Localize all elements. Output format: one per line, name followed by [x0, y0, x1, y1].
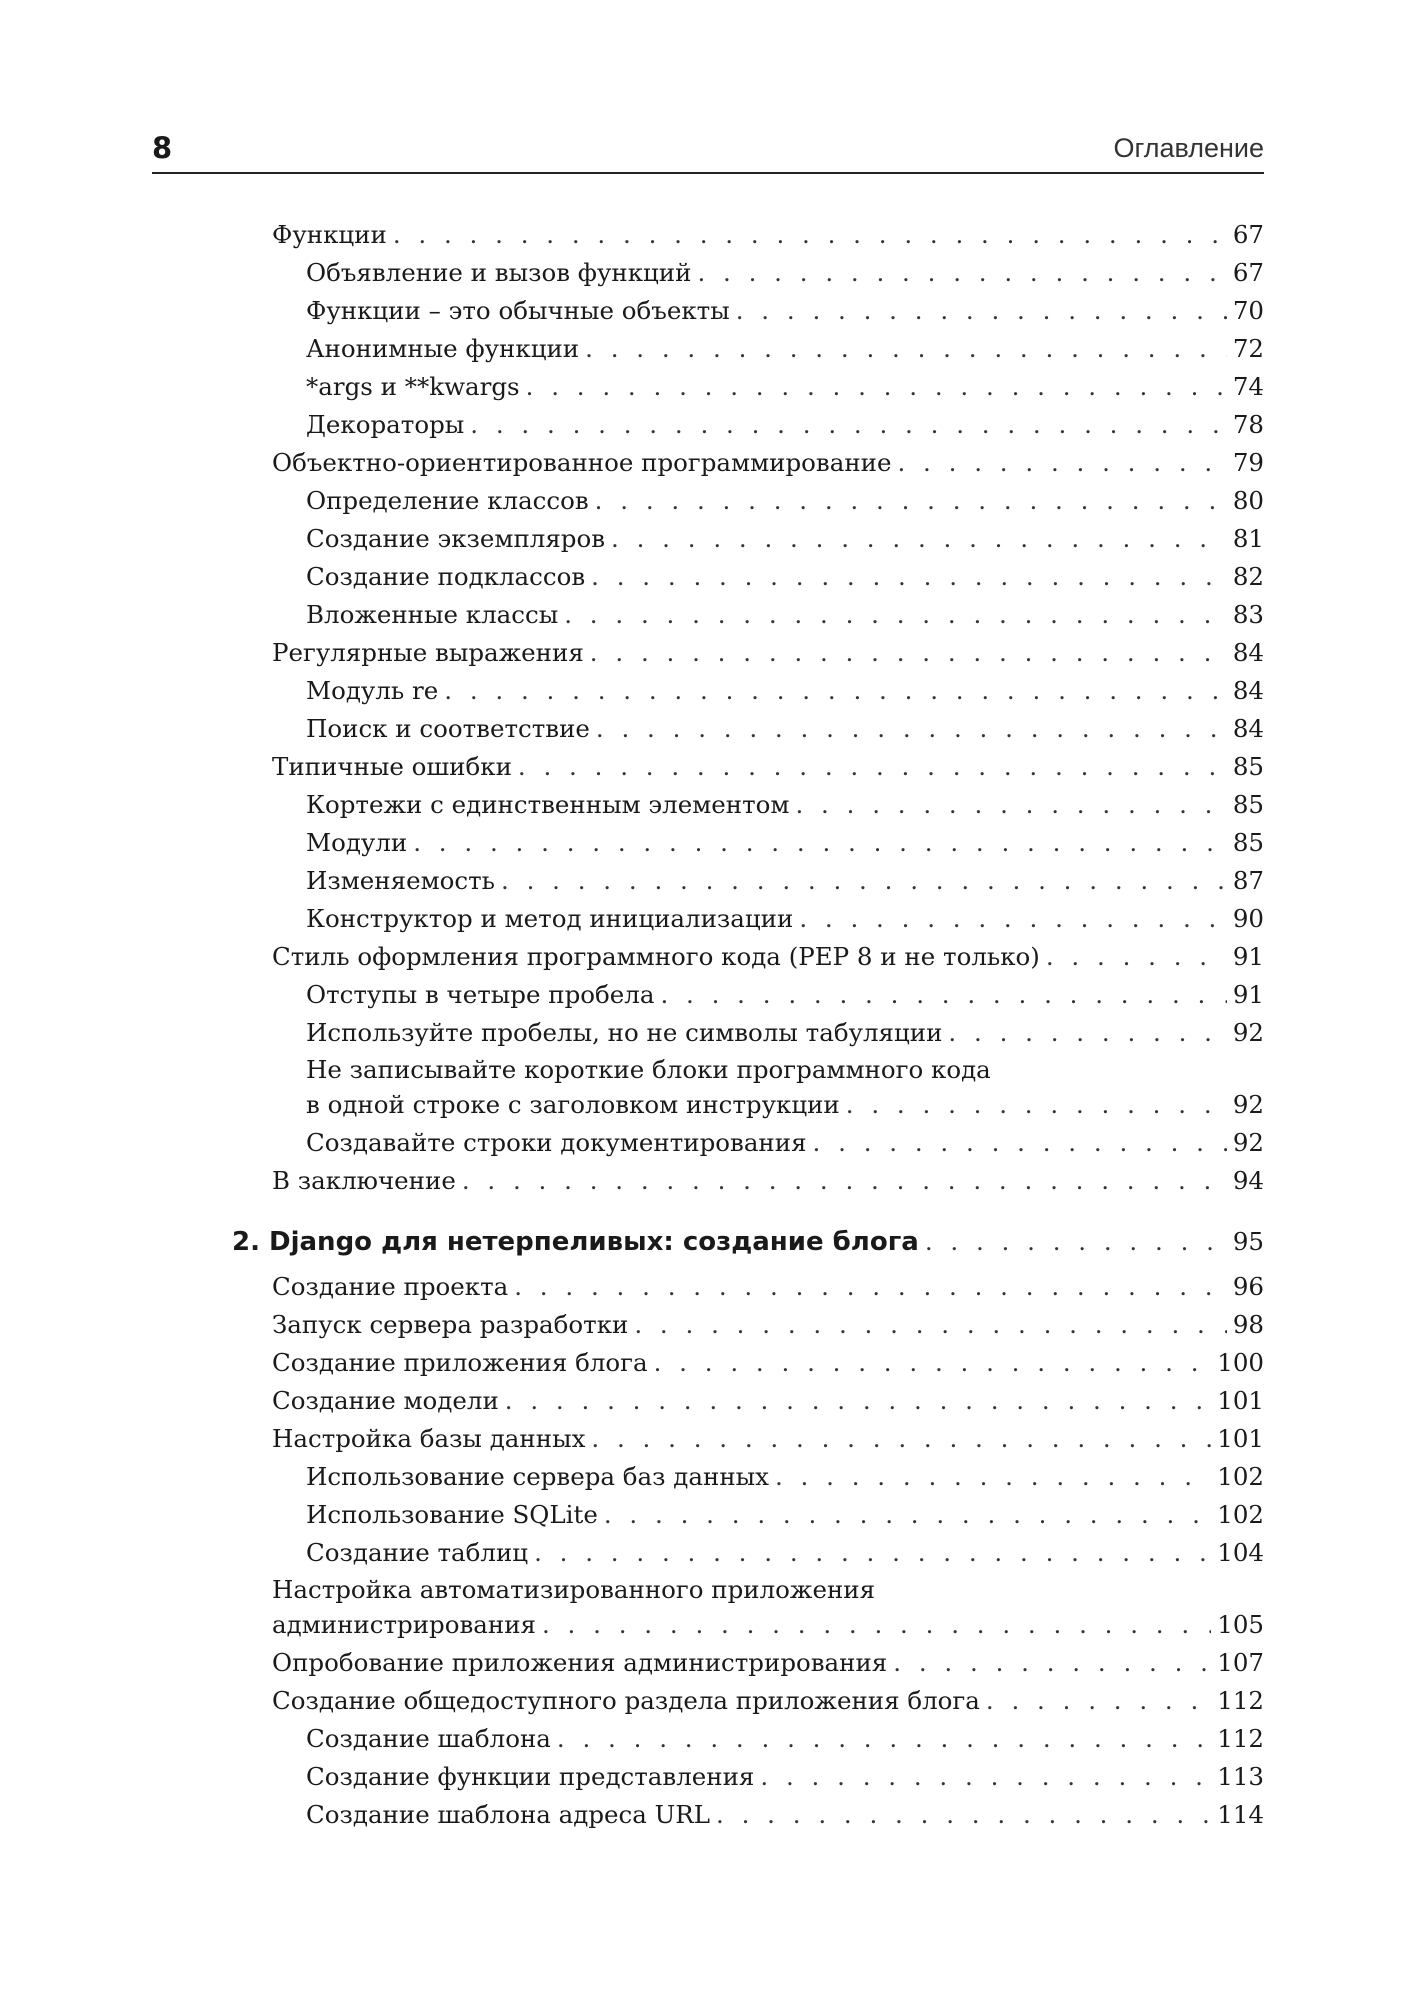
dot-leader	[925, 1220, 1227, 1264]
dot-leader	[986, 1682, 1211, 1720]
dot-leader	[1046, 938, 1227, 976]
toc-entry-url-pattern	[232, 1796, 1264, 1834]
dot-leader	[514, 1268, 1227, 1306]
toc-entry-label: Используйте пробелы, но не символы табуляции	[306, 1018, 943, 1047]
toc-entry-code-style	[232, 938, 1264, 976]
toc-entry-re-module	[232, 672, 1264, 710]
toc-entry-label: Определение классов	[306, 486, 589, 515]
toc-entry-args-kwargs	[232, 368, 1264, 406]
toc-entry-label: Вложенные классы	[306, 600, 559, 629]
toc-entry-label: Модуль re	[306, 676, 439, 705]
toc-entry-page: 85	[1232, 790, 1264, 819]
dot-leader	[557, 1720, 1211, 1758]
dot-leader	[799, 900, 1227, 938]
toc-entry-label: Настройка базы данных	[272, 1424, 586, 1453]
toc-entry-four-space-indent	[232, 976, 1264, 1014]
toc-entry-conclusion	[232, 1162, 1264, 1200]
dot-leader	[948, 1014, 1226, 1052]
toc-entry-label: Объявление и вызов функций	[306, 258, 692, 287]
toc-entry-page: 105	[1217, 1610, 1264, 1639]
toc-entry-page: 72	[1232, 334, 1264, 363]
toc-entry-label: Типичные ошибки	[272, 752, 512, 781]
dot-leader	[893, 1644, 1211, 1682]
toc-entry-page: 102	[1217, 1500, 1264, 1529]
toc-entry-page: 83	[1232, 600, 1264, 629]
toc-entry-functions	[232, 216, 1264, 254]
toc-entry-subclasses	[232, 558, 1264, 596]
toc-entry-page: 67	[1232, 220, 1264, 249]
toc-entry-label: Стиль оформления программного кода (PEP 8 и не только)	[272, 942, 1040, 971]
toc-entry-label: Создание модели	[272, 1386, 499, 1415]
toc-entry-page: 79	[1232, 448, 1264, 477]
dot-leader	[590, 634, 1227, 672]
toc-entry-label-line2: администрирования	[272, 1610, 536, 1639]
toc-entry-page: 91	[1232, 980, 1264, 1009]
dot-leader	[591, 558, 1227, 596]
toc-entry-page: 114	[1217, 1800, 1264, 1829]
toc-entry-label: Регулярные выражения	[272, 638, 584, 667]
toc-entry-modules	[232, 824, 1264, 862]
dot-leader	[542, 1606, 1211, 1644]
toc-entry-page: 67	[1232, 258, 1264, 287]
dot-leader	[595, 482, 1227, 520]
toc-entry-label: *args и **kwargs	[306, 372, 520, 401]
toc-entry-page: 82	[1232, 562, 1264, 591]
toc-entry-page: 92	[1232, 1128, 1264, 1157]
dot-leader	[775, 1458, 1211, 1496]
dot-leader	[716, 1796, 1211, 1834]
dot-leader	[660, 976, 1226, 1014]
toc-entry-view-function	[232, 1758, 1264, 1796]
toc-entry-page: 102	[1217, 1462, 1264, 1491]
toc-entry-label: Поиск и соответствие	[306, 714, 590, 743]
toc-entry-instances	[232, 520, 1264, 558]
table-of-contents	[232, 216, 1264, 1834]
toc-entry-label: Конструктор и метод инициализации	[306, 904, 794, 933]
toc-entry-page: 107	[1217, 1648, 1264, 1677]
toc-entry-label: Создание приложения блога	[272, 1348, 648, 1377]
toc-entry-db-server	[232, 1458, 1264, 1496]
toc-entry-label: Создавайте строки документирования	[306, 1128, 807, 1157]
toc-entry-functions-are-objects	[232, 292, 1264, 330]
toc-entry-short-blocks	[232, 1052, 1264, 1124]
toc-entry-label-line2: в одной строке с заголовком инструкции	[306, 1090, 840, 1119]
toc-entry-page: 92	[1232, 1018, 1264, 1047]
toc-entry-label: Запуск сервера разработки	[272, 1310, 629, 1339]
dot-leader	[470, 406, 1227, 444]
toc-entry-page: 98	[1232, 1310, 1264, 1339]
toc-entry-public-section	[232, 1682, 1264, 1720]
toc-entry-page: 78	[1232, 410, 1264, 439]
toc-entry-label: Отступы в четыре пробела	[306, 980, 655, 1009]
toc-entry-label: Создание таблиц	[306, 1538, 529, 1567]
toc-entry-sqlite	[232, 1496, 1264, 1534]
dot-leader	[462, 1162, 1227, 1200]
toc-entry-page: 113	[1217, 1762, 1264, 1791]
toc-entry-label: Создание экземпляров	[306, 524, 606, 553]
toc-entry-label: Модули	[306, 828, 408, 857]
toc-entry-page: 85	[1232, 752, 1264, 781]
toc-entry-label: Создание шаблона адреса URL	[306, 1800, 711, 1829]
toc-entry-page: 70	[1232, 296, 1264, 325]
toc-entry-page: 92	[1232, 1090, 1264, 1119]
toc-entry-page: 112	[1217, 1686, 1264, 1715]
toc-entry-label-line1: Не записывайте короткие блоки программного кода	[306, 1055, 991, 1084]
dot-leader	[585, 330, 1227, 368]
toc-entry-page: 84	[1232, 638, 1264, 667]
toc-entry-constructor-init	[232, 900, 1264, 938]
dot-leader	[846, 1086, 1227, 1124]
toc-entry-class-definition	[232, 482, 1264, 520]
toc-entry-page: 94	[1232, 1166, 1264, 1195]
toc-entry-page: 104	[1217, 1538, 1264, 1567]
toc-entry-label: Кортежи с единственным элементом	[306, 790, 790, 819]
toc-entry-page: 101	[1217, 1424, 1264, 1453]
toc-entry-nested-classes	[232, 596, 1264, 634]
toc-entry-blog-app	[232, 1344, 1264, 1382]
toc-entry-search-match	[232, 710, 1264, 748]
toc-entry-create-template	[232, 1720, 1264, 1758]
toc-entry-page: 80	[1232, 486, 1264, 515]
chapter-title: 2. Django для нетерпеливых: создание блога	[232, 1227, 919, 1257]
toc-entry-label: Создание проекта	[272, 1272, 509, 1301]
dot-leader	[897, 444, 1226, 482]
toc-entry-decorators	[232, 406, 1264, 444]
page-header	[152, 128, 1264, 174]
dot-leader	[611, 520, 1227, 558]
dot-leader	[444, 672, 1227, 710]
dot-leader	[596, 710, 1227, 748]
dot-leader	[760, 1758, 1211, 1796]
dot-leader	[393, 216, 1227, 254]
dot-leader	[654, 1344, 1212, 1382]
toc-entry-label: Анонимные функции	[306, 334, 580, 363]
dot-leader	[813, 1124, 1227, 1162]
toc-entry-label: Функции – это обычные объекты	[306, 296, 730, 325]
toc-entry-page: 100	[1217, 1348, 1264, 1377]
dot-leader	[564, 596, 1227, 634]
toc-entry-admin-trial	[232, 1644, 1264, 1682]
dot-leader	[697, 254, 1226, 292]
toc-entry-page: 74	[1232, 372, 1264, 401]
page-number: 8	[152, 131, 173, 165]
dot-leader	[591, 1420, 1211, 1458]
chapter-heading-django	[232, 1220, 1264, 1264]
toc-entry-label: Создание функции представления	[306, 1762, 755, 1791]
toc-entry-label: Изменяемость	[306, 866, 495, 895]
toc-entry-label: Объектно-ориентированное программирование	[272, 448, 892, 477]
toc-entry-function-declaration	[232, 254, 1264, 292]
dot-leader	[534, 1534, 1211, 1572]
toc-entry-page: 96	[1232, 1272, 1264, 1301]
dot-leader	[505, 1382, 1211, 1420]
toc-entry-create-model	[232, 1382, 1264, 1420]
toc-entry-spaces-not-tabs	[232, 1014, 1264, 1052]
toc-entry-page: 81	[1232, 524, 1264, 553]
toc-entry-label: Декораторы	[306, 410, 465, 439]
toc-entry-common-errors	[232, 748, 1264, 786]
toc-entry-docstrings	[232, 1124, 1264, 1162]
dot-leader	[501, 862, 1227, 900]
toc-entry-label: Использование SQLite	[306, 1500, 598, 1529]
toc-entry-label: Создание общедоступного раздела приложения блога	[272, 1686, 980, 1715]
dot-leader	[795, 786, 1226, 824]
toc-entry-database-setup	[232, 1420, 1264, 1458]
dot-leader	[518, 748, 1227, 786]
toc-entry-label: В заключение	[272, 1166, 456, 1195]
toc-entry-mutability	[232, 862, 1264, 900]
dot-leader	[526, 368, 1227, 406]
toc-entry-page: 85	[1232, 828, 1264, 857]
toc-entry-label: Создание подклассов	[306, 562, 586, 591]
toc-entry-page: 87	[1232, 866, 1264, 895]
dot-leader	[604, 1496, 1211, 1534]
toc-entry-page: 84	[1232, 676, 1264, 705]
toc-entry-page: 84	[1232, 714, 1264, 743]
toc-entry-label: Создание шаблона	[306, 1724, 551, 1753]
toc-entry-dev-server	[232, 1306, 1264, 1344]
toc-entry-label: Опробование приложения администрирования	[272, 1648, 888, 1677]
toc-entry-label: Функции	[272, 220, 387, 249]
toc-entry-page: 90	[1232, 904, 1264, 933]
dot-leader	[634, 1306, 1226, 1344]
toc-entry-single-tuples	[232, 786, 1264, 824]
toc-entry-anonymous-functions	[232, 330, 1264, 368]
toc-entry-create-project	[232, 1268, 1264, 1306]
toc-entry-admin-setup	[232, 1572, 1264, 1644]
toc-entry-label-line1: Настройка автоматизированного приложения	[272, 1575, 876, 1604]
dot-leader	[736, 292, 1227, 330]
toc-entry-page: 91	[1232, 942, 1264, 971]
toc-entry-create-tables	[232, 1534, 1264, 1572]
toc-entry-label: Использование сервера баз данных	[306, 1462, 769, 1491]
toc-entry-page: 101	[1217, 1386, 1264, 1415]
running-title: Оглавление	[1113, 133, 1264, 163]
dot-leader	[413, 824, 1227, 862]
chapter-page: 95	[1232, 1227, 1264, 1256]
toc-entry-regex	[232, 634, 1264, 672]
toc-entry-oop	[232, 444, 1264, 482]
toc-entry-page: 112	[1217, 1724, 1264, 1753]
